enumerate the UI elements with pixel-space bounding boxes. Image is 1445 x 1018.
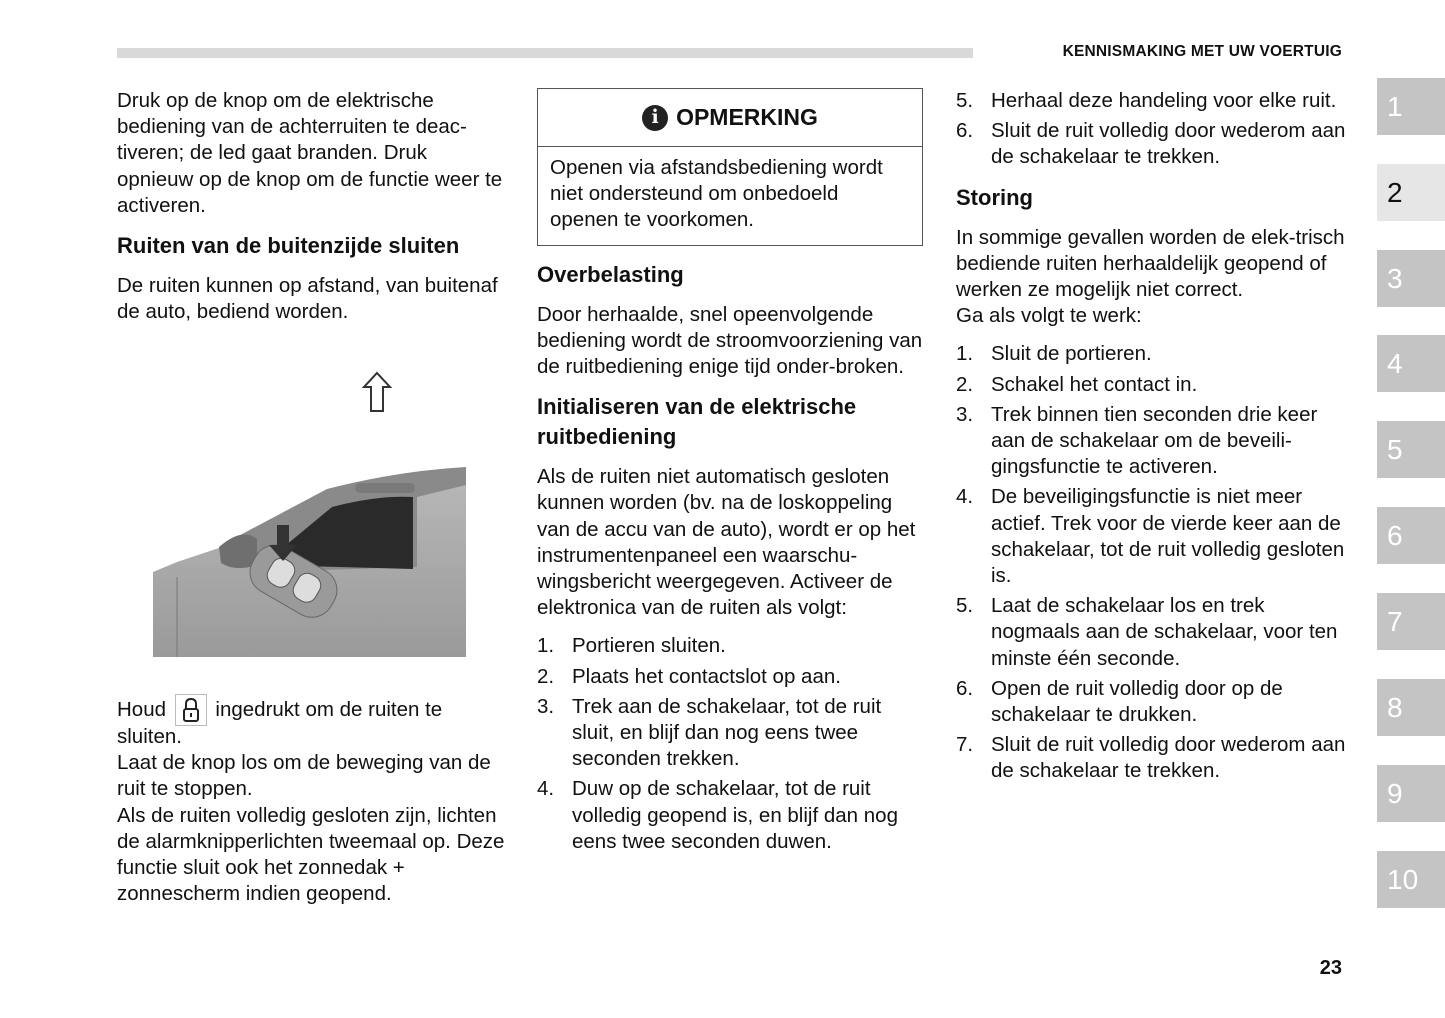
- heading-malfunction: Storing: [956, 184, 1033, 210]
- chapter-tab-7[interactable]: 7: [1377, 593, 1445, 650]
- header-rule: [117, 48, 973, 58]
- list-item: 4. Duw op de schakelaar, tot de ruit volledig geopend is, en blijf dan nog eens twee seconden duwen.: [537, 777, 898, 853]
- note-box: [537, 88, 923, 246]
- initialize-paragraph: Als de ruiten niet automatisch gesloten kunnen worden (bv. na de loskoppeling van de accu van de auto), wordt er op het instrumentenpaneel een waarschu-wingsbericht weergegeven. Activeer de elektronica van de ruiten als volgt:: [537, 465, 916, 620]
- overload-paragraph: Door herhaalde, snel opeenvolgende bediening wordt de stroomvoorziening van de ruitbediening enige tijd onder-broken.: [537, 302, 923, 379]
- heading-overload: Overbelasting: [537, 261, 684, 287]
- list-item: 5. Herhaal deze handeling voor elke ruit.: [956, 89, 1337, 112]
- initialize-steps-continued: [956, 88, 1356, 171]
- hold-prefix: Houd: [117, 698, 167, 722]
- car-door-illustration: [117, 337, 509, 657]
- chapter-tab-3[interactable]: 3: [1377, 250, 1445, 307]
- list-item: 1. Portieren sluiten.: [537, 634, 726, 658]
- lock-icon: [175, 694, 207, 726]
- chapter-tab-9[interactable]: 9: [1377, 765, 1445, 822]
- list-item: 1. Sluit de portieren.: [956, 342, 1152, 366]
- chapter-tab-6[interactable]: 6: [1377, 507, 1445, 564]
- chapter-tab-8[interactable]: 8: [1377, 679, 1445, 736]
- chapter-tab-10[interactable]: 10: [1377, 851, 1445, 908]
- chapter-tab-2[interactable]: 2: [1377, 164, 1445, 221]
- list-item: 2. Plaats het contactslot op aan.: [537, 664, 841, 688]
- remote-paragraph: De ruiten kunnen op afstand, van buitenaf de auto, bediend worden.: [117, 274, 498, 324]
- list-item: 3. Trek aan de schakelaar, tot de ruit sluit, en blijf dan nog eens twee seconden trekken.: [537, 694, 882, 771]
- intro-paragraph: Druk op de knop om de elektrische bediening van de achterruiten te deac-tiveren; de led gaat branden. Druk opnieuw op de knop om de functie weer te activeren.: [117, 89, 503, 217]
- note-body: Openen via afstandsbediening wordt niet ondersteund om onbedoeld openen te voorkomen.: [550, 156, 883, 232]
- page-number: 23: [1319, 957, 1342, 979]
- list-item: 5. Laat de schakelaar los en trek nogmaals aan de schakelaar, voor ten minste één seconde.: [956, 594, 1338, 670]
- initialize-steps: [537, 633, 923, 855]
- malfunction-paragraph: In sommige gevallen worden de elek-trisch bediende ruiten herhaaldelijk geopend of werken ze mogelijk niet correct.: [956, 225, 1345, 302]
- list-item: 7. Sluit de ruit volledig door wederom aan de schakelaar te trekken.: [956, 733, 1346, 783]
- info-icon: i: [642, 105, 668, 131]
- chapter-tab-5[interactable]: 5: [1377, 421, 1445, 478]
- column-middle: [537, 88, 923, 867]
- release-paragraph: Laat de knop los om de beweging van de ruit te stoppen.: [117, 751, 491, 801]
- list-item: 6. Open de ruit volledig door op de schakelaar te drukken.: [956, 676, 1283, 727]
- column-left: [117, 88, 509, 919]
- heading-close-windows-outside: Ruiten van de buitenzijde sluiten: [117, 233, 460, 259]
- malfunction-steps: [956, 341, 1356, 784]
- note-title: OPMERKING: [676, 104, 818, 131]
- hold-suffix: ingedrukt om de ruiten te sluiten.: [117, 698, 443, 748]
- chapter-tab-4[interactable]: 4: [1377, 335, 1445, 392]
- closed-paragraph: Als de ruiten volledig gesloten zijn, lichten de alarmknipperlichten tweemaal op. Deze functie sluit ook het zonnedak + zonnescherm indien geopend.: [117, 803, 505, 906]
- chapter-tab-1[interactable]: 1: [1377, 78, 1445, 135]
- hold-paragraph: [117, 697, 509, 750]
- procedure-paragraph: Ga als volgt te werk:: [956, 304, 1142, 328]
- heading-initialize: Initialiseren van de elektrische ruitbediening: [537, 394, 857, 450]
- list-item: 6. Sluit de ruit volledig door wederom aan de schakelaar te trekken.: [956, 119, 1346, 169]
- note-header: [538, 89, 922, 147]
- column-right: [956, 88, 1356, 797]
- list-item: 4. De beveiligingsfunctie is niet meer actief. Trek voor de vierde keer aan de schakelaar, tot de ruit volledig gesloten is.: [956, 485, 1345, 588]
- car-window-key-illustration: [117, 337, 509, 657]
- section-title: KENNISMAKING MET UW VOERTUIG: [1062, 43, 1342, 60]
- list-item: 3. Trek binnen tien seconden drie keer aan de schakelaar om de beveili-gingsfunctie te activeren.: [956, 402, 1318, 479]
- list-item: 2. Schakel het contact in.: [956, 372, 1198, 396]
